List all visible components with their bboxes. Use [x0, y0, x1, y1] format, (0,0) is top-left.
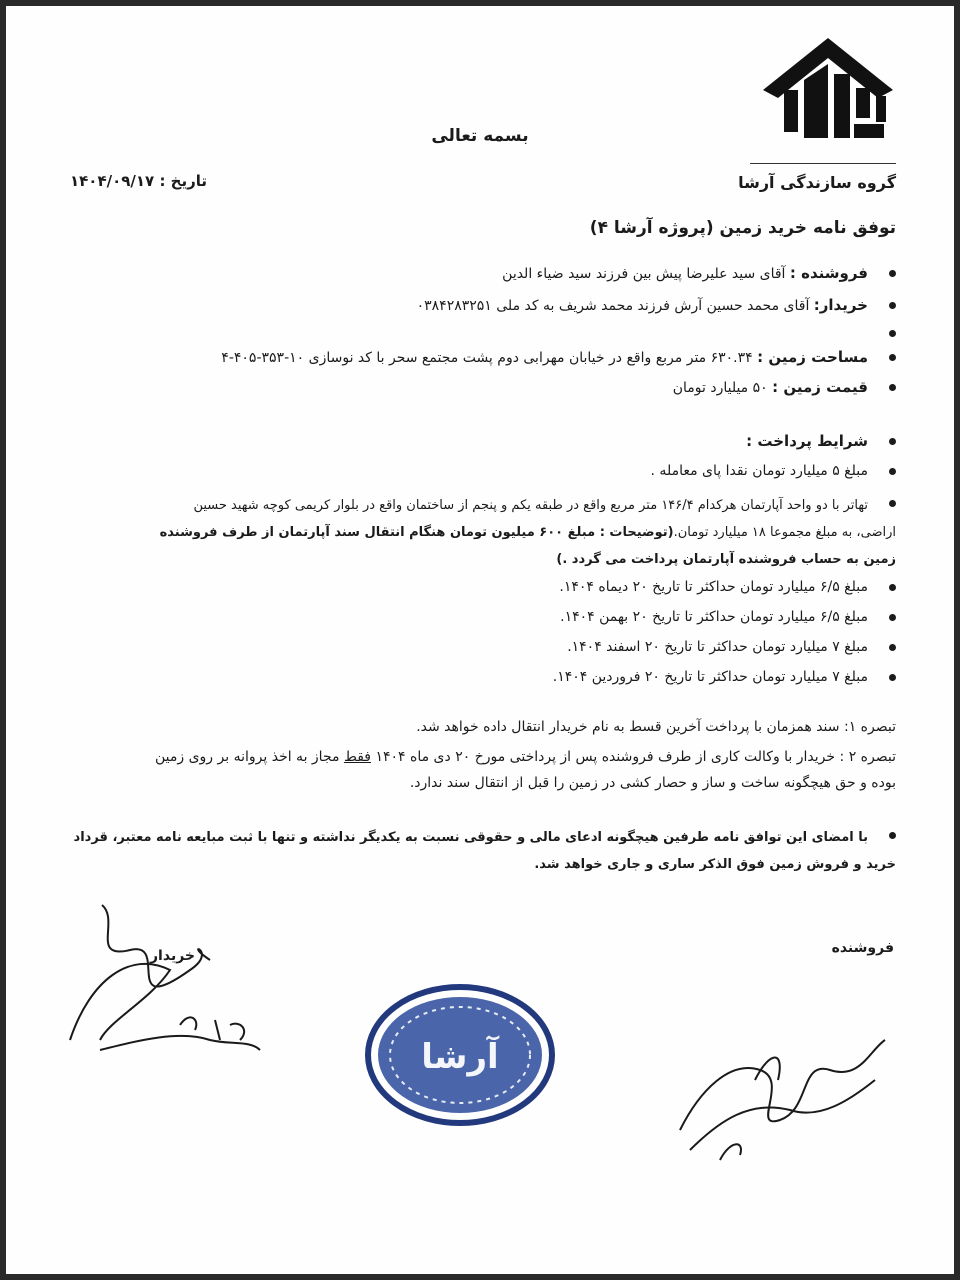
- bullet-icon: [889, 500, 896, 507]
- note-1: تبصره ۱: سند همزمان با پرداخت آخرین قسط به نام خریدار انتقال داده خواهد شد.: [416, 719, 896, 735]
- arsha-house-logo-icon: [758, 28, 898, 158]
- bullet-icon: [889, 584, 896, 591]
- seller-signature-label: فروشنده: [831, 940, 894, 956]
- price-value: ۵۰ میلیارد تومان: [672, 380, 768, 396]
- list-item: [64, 666, 896, 688]
- header-divider: [750, 163, 896, 164]
- list-item: [64, 576, 896, 598]
- bullet-icon: [889, 354, 896, 361]
- bullet-icon: [889, 832, 896, 839]
- list-item: [64, 294, 896, 317]
- buyer-label: خریدار:: [813, 296, 868, 314]
- price-label: قیمت زمین :: [772, 378, 868, 396]
- bullet-icon: [889, 384, 896, 391]
- note-2-part-1: تبصره ۲ : خریدار با وکالت کاری از طرف فروشنده پس از پرداختی مورخ ۲۰ دی ماه ۱۴۰۴: [371, 749, 896, 765]
- bullet-icon: [889, 330, 896, 337]
- bullet-icon: [889, 468, 896, 475]
- note-2-part-2: مجاز به اخذ پروانه بر روی زمین: [155, 749, 344, 765]
- note-2: [64, 744, 896, 796]
- parties-list: [64, 262, 896, 412]
- date-value: ۱۴۰۴/۰۹/۱۷: [70, 172, 155, 190]
- date: [70, 172, 207, 190]
- list-item: [64, 376, 896, 399]
- list-item: [64, 346, 896, 369]
- buyer-value: آقای محمد حسین آرش فرزند محمد شریف به کد ملی ۰۳۸۴۲۸۳۲۵۱: [416, 298, 810, 314]
- note-2-underlined: فقط: [343, 749, 372, 765]
- list-item: [64, 824, 896, 878]
- seller-signature: [660, 1020, 900, 1170]
- payment-item-2-line-1: تهاتر با دو واحد آپارتمان هرکدام ۱۴۶/۴ متر مربع واقع در طبقه یکم و پنجم از ساختمان واقع در بلوار کریمی کوچه شهید حسین: [193, 498, 868, 513]
- basmala: بسمه تعالی: [431, 126, 529, 146]
- payment-item-5: مبلغ ۷ میلیارد تومان حداکثر تا تاریخ ۲۰ اسفند ۱۴۰۴.: [567, 639, 868, 655]
- payment-item-3: مبلغ ۶/۵ میلیارد تومان حداکثر تا تاریخ ۲۰ دیماه ۱۴۰۴.: [559, 579, 868, 595]
- bullet-icon: [889, 438, 896, 445]
- final-line-2: خرید و فروش زمین فوق الذکر ساری و جاری خواهد شد.: [534, 857, 896, 872]
- final-line-1: با امضای این توافق نامه طرفین هیچگونه ادعای مالی و حقوقی نسبت به یکدیگر نداشته و تنها با ثبت مبایعه نامه معتبر، قرداد: [73, 830, 868, 845]
- buyer-signature: [60, 900, 280, 1070]
- bullet-icon: [889, 674, 896, 681]
- payment-item-2-note: (توضیحات : مبلغ ۶۰۰ میلیون تومان هنگام انتقال سند آپارتمان از طرف فروشنده: [159, 525, 674, 540]
- payment-item-4: مبلغ ۶/۵ میلیارد تومان حداکثر تا تاریخ ۲۰ بهمن ۱۴۰۴.: [560, 609, 868, 625]
- payment-item-2-line-2: اراضی، به مبلغ مجموعا ۱۸ میلیارد تومان.: [673, 525, 896, 540]
- payment-heading: شرایط پرداخت :: [746, 432, 868, 450]
- final-clause: [64, 824, 896, 880]
- note-2-line-2: بوده و حق هیچگونه ساخت و ساز و حصار کشی در زمین را قبل از انتقال سند ندارد.: [409, 775, 896, 791]
- document-title: توفق نامه خرید زمین (پروژه آرشا ۴): [589, 218, 896, 238]
- area-value: ۶۳۰.۳۴ متر مربع واقع در خیابان مهرابی دوم پشت مجتمع سحر با کد نوسازی ۱۰-۳۵۳-۴۰۵-۴: [221, 350, 753, 366]
- date-label: تاریخ :: [159, 172, 208, 190]
- bullet-icon: [889, 644, 896, 651]
- bullet-icon: [889, 270, 896, 277]
- list-item: [64, 430, 896, 452]
- area-label: مساحت زمین :: [757, 348, 868, 366]
- seller-value: آقای سید علیرضا پیش بین فرزند سید ضیاء الدین: [502, 266, 786, 282]
- list-item: [64, 460, 896, 482]
- seller-stamp: [360, 980, 560, 1130]
- list-item: [64, 636, 896, 658]
- payment-item-2-note-end: زمین به حساب فروشنده آپارتمان پرداخت می گردد .): [556, 552, 896, 567]
- buyer-signature-label: خریدار: [150, 948, 196, 964]
- payment-list: [64, 430, 896, 700]
- group-name: گروه سازندگی آرشا: [738, 173, 896, 192]
- seller-label: فروشنده :: [789, 264, 868, 282]
- bullet-icon: [889, 302, 896, 309]
- list-item: [64, 262, 896, 285]
- payment-item-6: مبلغ ۷ میلیارد تومان حداکثر تا تاریخ ۲۰ فروردین ۱۴۰۴.: [552, 669, 868, 685]
- bullet-icon: [889, 614, 896, 621]
- list-item: [64, 606, 896, 628]
- payment-item-1: مبلغ ۵ میلیارد تومان نقدا پای معامله .: [650, 463, 868, 479]
- list-item: [64, 492, 896, 573]
- stamp-text: آرشا: [421, 1037, 499, 1077]
